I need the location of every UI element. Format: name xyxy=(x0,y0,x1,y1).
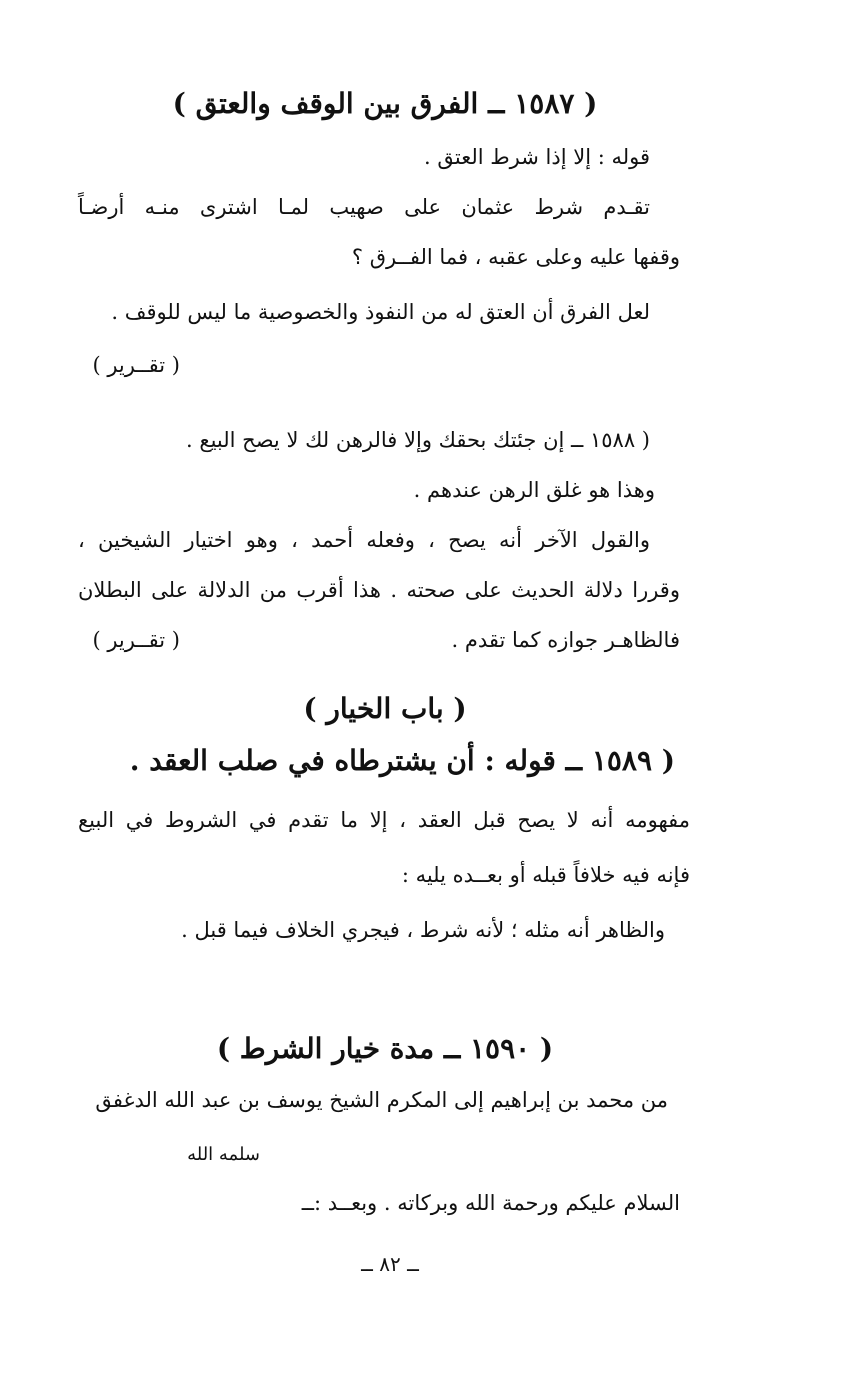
taqrir-label: ( تقــرير ) xyxy=(92,353,180,377)
text-line: فإنه فيه خلافاً قبله أو بعــده يليه : xyxy=(401,863,690,887)
text-line: تقـدم شرط عثمان على صهيب لمـا اشترى منـه أرضـاً xyxy=(78,195,650,219)
text-line: والقول الآخر أنه يصح ، وفعله أحمد ، وهو اختيار الشيخين ، xyxy=(78,528,650,552)
text-line: قوله : إلا إذا شرط العتق . xyxy=(424,145,650,169)
heading-1590: ( ١٥٩٠ ــ مدة خيار الشرط ) xyxy=(216,1032,554,1065)
text-line: وهذا هو غلق الرهن عندهم . xyxy=(413,478,655,502)
text-line: ( ١٥٨٨ ــ إن جئتك بحقك وإلا فالرهن لك لا يصح البيع . xyxy=(186,428,650,452)
heading-1587: ( ١٥٨٧ ــ الفرق بين الوقف والعتق ) xyxy=(172,87,598,120)
text-line: من محمد بن إبراهيم إلى المكرم الشيخ يوسف بن عبد الله الدغفق xyxy=(95,1088,668,1112)
text-line: وقررا دلالة الحديث على صحته . هذا أقرب من الدلالة على البطلان xyxy=(78,578,680,602)
text-line: والظاهر أنه مثله ؛ لأنه شرط ، فيجري الخلاف فيما قبل . xyxy=(181,918,665,942)
text-line: السلام عليكم ورحمة الله وبركاته . وبعــد :ــ xyxy=(301,1191,680,1215)
heading-1589: ( ١٥٨٩ ــ قوله : أن يشترطاه في صلب العقد . xyxy=(129,744,675,777)
chapter-heading: ( باب الخيار ) xyxy=(303,692,467,725)
text-line: مفهومه أنه لا يصح قبل العقد ، إلا ما تقدم في الشروط في البيع xyxy=(78,808,690,832)
taqrir-label: ( تقــرير ) xyxy=(92,628,180,652)
page-number: ــ ٨٢ ــ xyxy=(361,1252,419,1276)
text-line: سلمه الله xyxy=(187,1144,260,1165)
text-line: فالظاهـر جوازه كما تقدم . xyxy=(451,628,680,652)
text-line: وقفها عليه وعلى عقبه ، فما الفــرق ؟ xyxy=(351,245,680,269)
text-line: لعل الفرق أن العتق له من النفوذ والخصوصية ما ليس للوقف . xyxy=(111,300,650,324)
